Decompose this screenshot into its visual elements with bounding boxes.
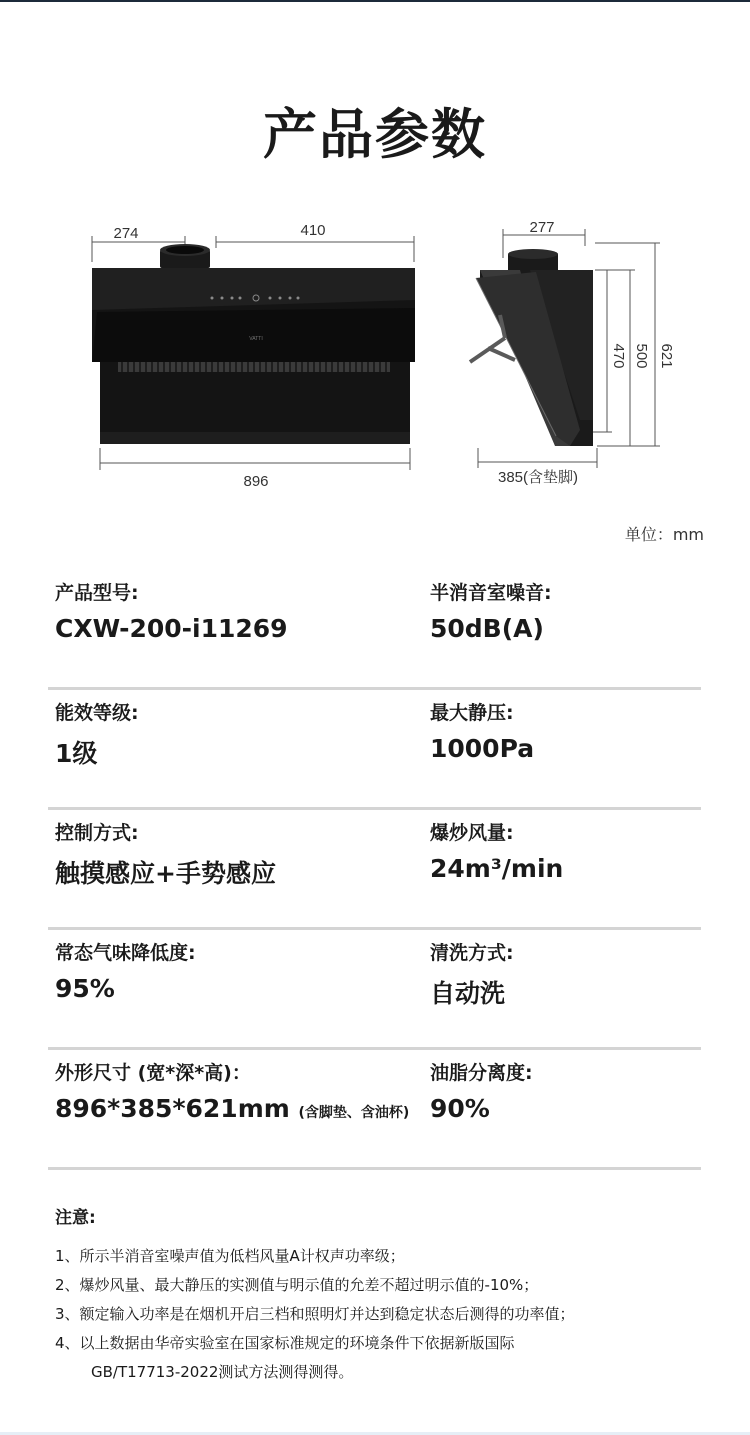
spec-label: 产品型号:	[55, 582, 139, 604]
note-item: 4、以上数据由华帝实验室在国家标准规定的环境条件下依据新版国际	[55, 1334, 515, 1352]
unit-note: 单位：mm	[624, 525, 704, 544]
spec-label: 外形尺寸 (宽*深*高)：	[55, 1062, 251, 1084]
side-duct-collar	[508, 249, 558, 270]
note-item: 1、所示半消音室噪声值为低档风量A计权声功率级；	[55, 1247, 405, 1265]
spec-label: 油脂分离度:	[430, 1062, 533, 1084]
dim-width-top: 410	[300, 222, 326, 239]
spec-row	[48, 570, 701, 690]
spec-row	[48, 810, 701, 930]
spec-label: 最大静压:	[430, 702, 514, 724]
spec-label: 清洗方式:	[430, 942, 514, 964]
spec-row	[48, 930, 701, 1050]
spec-value: 50dB(A)	[430, 614, 544, 643]
spec-value: 1000Pa	[430, 734, 535, 763]
dim-height-621: 621	[658, 343, 675, 369]
note-item: GB/T17713-2022测试方法测得测得。	[91, 1363, 354, 1381]
dim-height-500: 500	[633, 343, 650, 369]
spec-value-dimensions	[55, 1094, 409, 1123]
side-hood-body	[476, 270, 593, 446]
spec-value: 24m³/min	[430, 854, 564, 883]
dim-height-470: 470	[610, 343, 627, 369]
dim-vent-offset: 274	[113, 225, 139, 242]
spec-label: 控制方式:	[55, 822, 139, 844]
dim-width: 896	[243, 473, 269, 490]
front-hood-body	[92, 268, 415, 444]
spec-label: 爆炒风量:	[430, 822, 514, 844]
dimensions-value: 896*385*621mm	[55, 1094, 290, 1123]
spec-table	[48, 570, 701, 1170]
dim-depth: 385(含垫脚)	[497, 469, 579, 486]
dimension-diagram	[0, 0, 750, 500]
dim-depth-top: 277	[529, 219, 555, 236]
dimensions-note: (含脚垫、含油杯)	[298, 1105, 410, 1121]
spec-value: 1级	[55, 739, 98, 768]
side-view	[470, 219, 675, 486]
brand-logo: VATTI	[249, 336, 263, 342]
spec-value: 90%	[430, 1094, 490, 1123]
note-item: 3、额定输入功率是在烟机开启三档和照明灯并达到稳定状态后测得的功率值；	[55, 1305, 575, 1323]
note-item: 2、爆炒风量、最大静压的实测值与明示值的允差不超过明示值的-10%；	[55, 1276, 539, 1294]
spec-row	[48, 1050, 701, 1170]
front-duct-collar	[160, 244, 210, 268]
spec-label: 半消音室噪音:	[430, 582, 552, 604]
spec-value: 95%	[55, 974, 115, 1003]
notes-section	[55, 1203, 715, 1387]
spec-label: 能效等级:	[55, 702, 139, 724]
front-view	[92, 222, 415, 490]
notes-title: 注意:	[55, 1208, 96, 1228]
spec-label: 常态气味降低度:	[55, 942, 196, 964]
spec-row	[48, 690, 701, 810]
spec-value: CXW-200-i11269	[55, 614, 288, 643]
spec-value: 自动洗	[430, 979, 506, 1008]
page-title: 产品参数	[263, 103, 487, 166]
spec-value: 触摸感应+手势感应	[55, 859, 276, 888]
